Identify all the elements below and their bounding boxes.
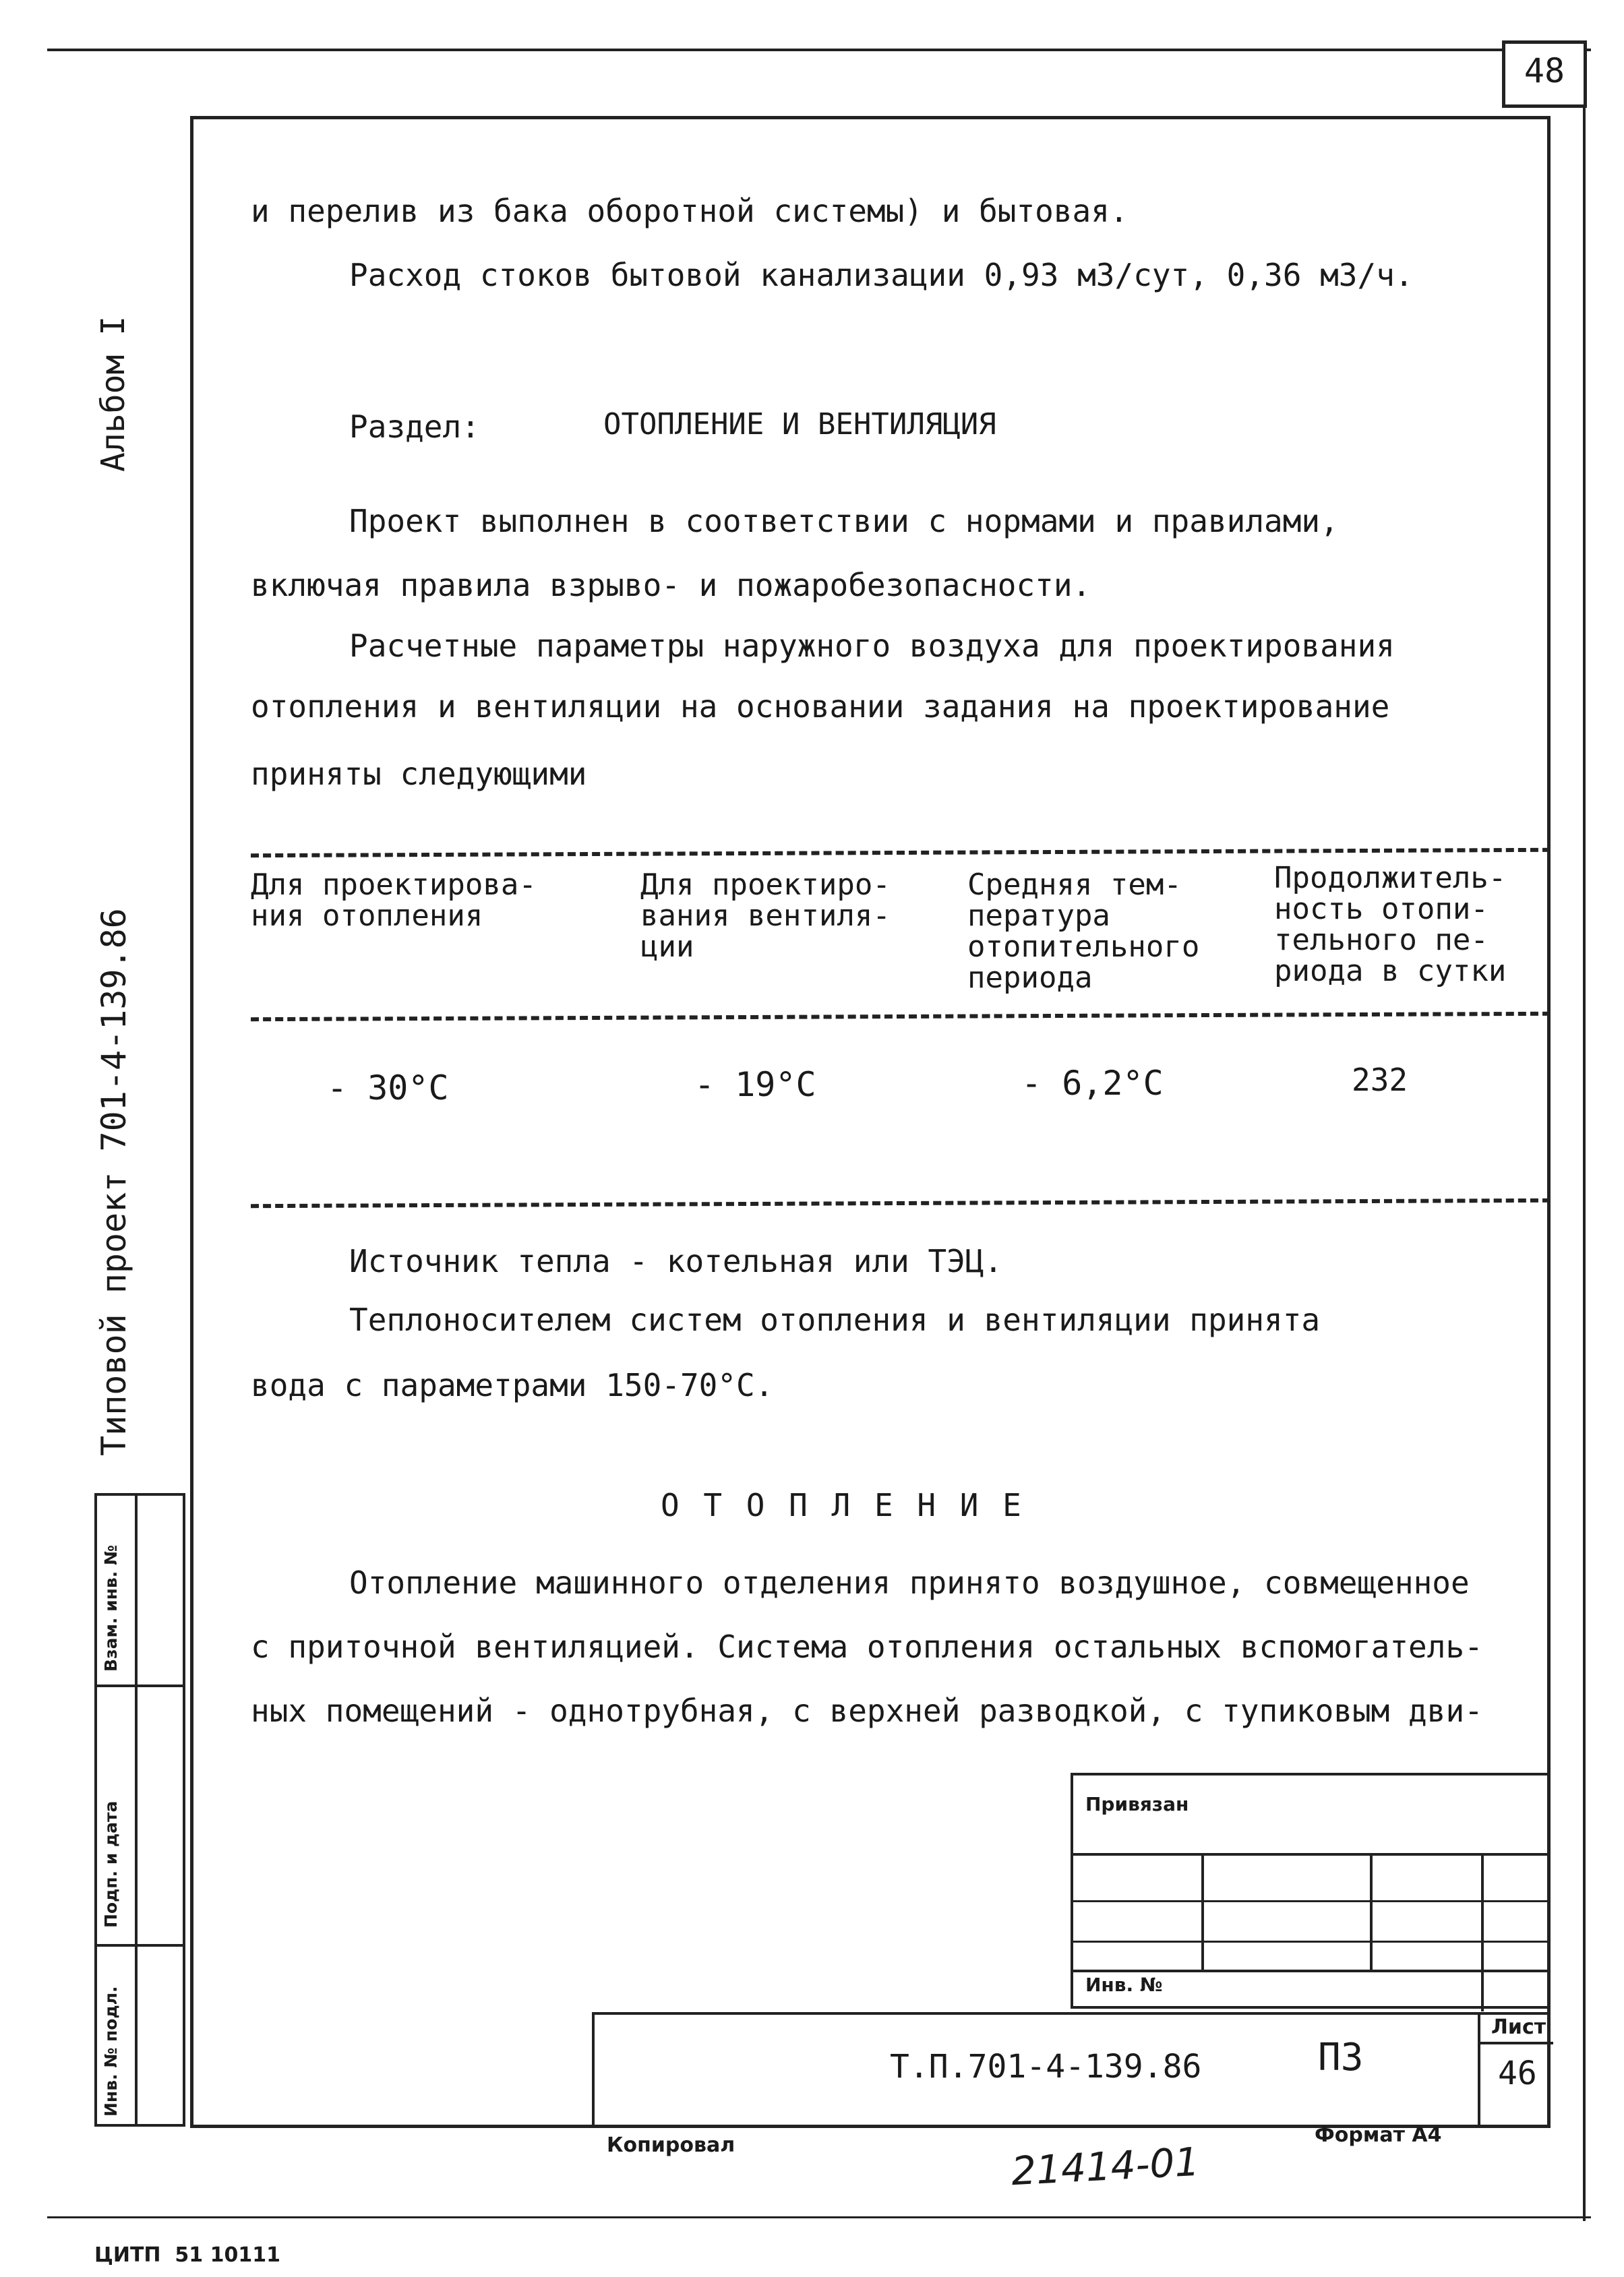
tb-sheet-h [1478, 2042, 1553, 2044]
after-line-3: вода с параметрами 150-70°C. [251, 1367, 774, 1403]
heating-para-line-2: с приточной вентиляцией. Система отопления остальных вспомогатель- [251, 1629, 1483, 1665]
table-header-heating: Для проектирова- ния отопления [251, 868, 537, 933]
tb-privyazan: Привязан [1085, 1793, 1189, 1815]
heating-heading: О Т О П Л Е Н И Е [661, 1487, 1024, 1523]
tb-h4 [1073, 1970, 1548, 1972]
project-label: Типовой проект 701-4-139.86 [94, 908, 133, 1456]
stamp-podp: Подп. и дата [101, 1800, 121, 1928]
body-line-1: и перелив из бака оборотной системы) и бытовая. [251, 193, 1129, 229]
body-line-2: Расход стоков бытовой канализации 0,93 м3/сут, 0,36 м3/ч. [349, 257, 1414, 293]
top-rule [47, 49, 1591, 51]
margin-stamp-h1 [97, 1684, 183, 1687]
tb-section-code: ПЗ [1318, 2036, 1364, 2079]
footer-handwritten: 21414-01 [1010, 2138, 1201, 2195]
para2-line-1: Расчетные параметры наружного воздуха для проектирования [349, 628, 1395, 664]
heating-para-line-1: Отопление машинного отделения принято воздушное, совмещенное [349, 1565, 1470, 1601]
table-cell-duration: 232 [1352, 1062, 1408, 1098]
table-header-ventilation: Для проектиро- вания вентиля- ции [640, 868, 891, 964]
table-cell-heating: - 30°C [327, 1068, 449, 1107]
section-title: ОТОПЛЕНИЕ И ВЕНТИЛЯЦИЯ [603, 407, 996, 442]
tb-h2 [1073, 1900, 1548, 1902]
table-header-avg-temp: Средняя тем- пература отопительного периода [967, 868, 1200, 995]
outer-right-rule [1583, 108, 1586, 2221]
tb-v3 [1481, 1853, 1484, 2011]
tb-sheet-number: 46 [1498, 2055, 1537, 2092]
outer-bottom-rule [47, 2216, 1591, 2218]
after-line-1: Источник тепла - котельная или ТЭЦ. [349, 1243, 1003, 1279]
tb-sheet-label: Лист [1491, 2015, 1546, 2039]
tb-h3 [1073, 1941, 1548, 1943]
tb-v1 [1201, 1853, 1204, 1971]
tb-inv-no: Инв. № [1085, 1974, 1163, 1996]
table-cell-ventilation: - 19°C [694, 1065, 816, 1104]
para2-line-2: отопления и вентиляции на основании задания на проектирование [251, 688, 1390, 725]
after-line-2: Теплоносителем систем отопления и вентиляции принята [349, 1302, 1321, 1338]
section-label: Раздел: [349, 408, 480, 445]
footer-format: Формат А4 [1315, 2123, 1442, 2147]
para1-line-1: Проект выполнен в соответствии с нормами и правилами, [349, 503, 1339, 539]
margin-stamp-h2 [97, 1944, 183, 1947]
heating-para-line-3: ных помещений - однотрубная, с верхней разводкой, с тупиковым дви- [251, 1693, 1483, 1729]
stamp-inv: Инв. № подл. [101, 1986, 121, 2117]
tb-h1 [1073, 1853, 1548, 1856]
margin-stamp-divider [135, 1496, 138, 2124]
para2-line-3: приняты следующими [251, 756, 587, 792]
page-number-top: 48 [1524, 51, 1565, 90]
para1-line-2: включая правила взрыво- и пожаробезопасности. [251, 567, 1091, 603]
footer-kopiroval: Копировал [607, 2133, 735, 2157]
stamp-vzam: Взам. инв. № [101, 1545, 121, 1672]
footer-org: ЦИТП 51 10111 [94, 2243, 280, 2267]
tb-doc-code: Т.П.701-4-139.86 [890, 2048, 1202, 2086]
table-header-duration: Продолжитель- ность отопи- тельного пе- риода в сутки [1274, 861, 1507, 988]
album-label: Альбом I [94, 315, 132, 472]
tb-v2 [1370, 1853, 1373, 1971]
tb-sheet-divider [1478, 2015, 1480, 2125]
table-cell-avg-temp: - 6,2°C [1021, 1064, 1164, 1103]
